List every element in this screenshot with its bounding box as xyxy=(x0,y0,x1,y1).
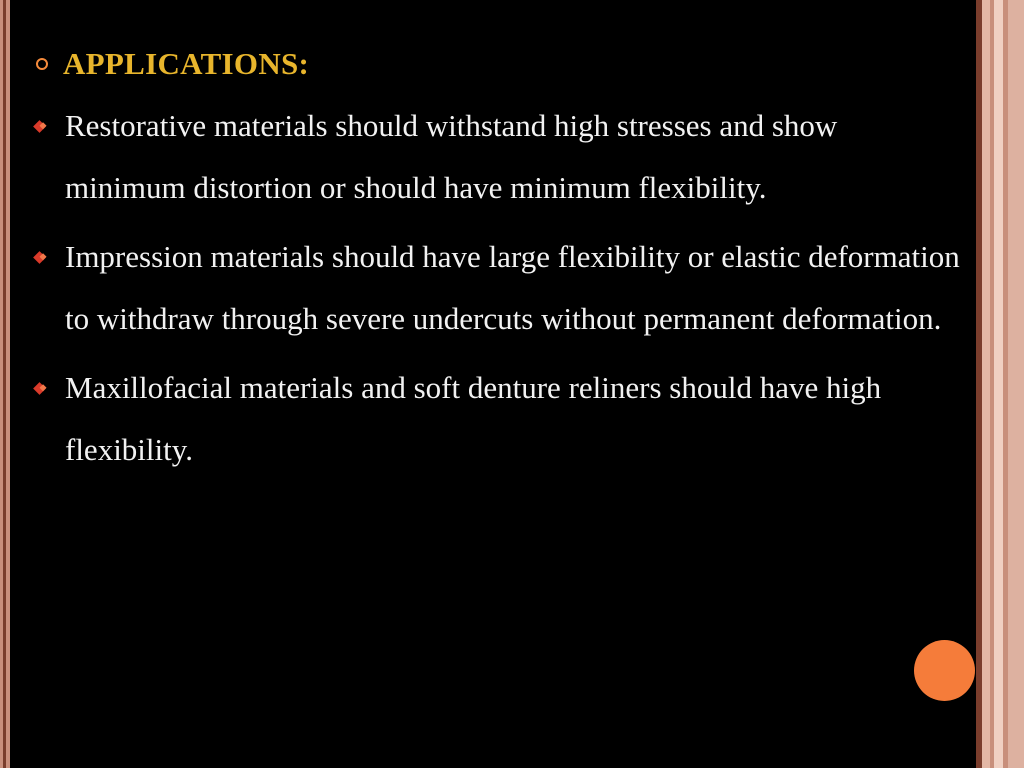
bullet-item xyxy=(30,95,960,218)
bullet-list xyxy=(30,95,960,480)
border-stripe xyxy=(994,0,1003,768)
orange-circle-icon xyxy=(914,640,975,701)
border-stripe xyxy=(1008,0,1024,768)
bullet-text: Impression materials should have large flexibility or elastic deformation to withdraw through severe undercuts without permanent deformation. xyxy=(65,239,960,336)
bullet-item xyxy=(30,226,960,349)
heading-row xyxy=(30,38,960,90)
slide-heading: APPLICATIONS: xyxy=(63,46,310,81)
bullet-item xyxy=(30,357,960,480)
bullet-text: Maxillofacial materials and soft denture reliners should have high flexibility. xyxy=(65,370,882,467)
bullet-text: Restorative materials should withstand high stresses and show minimum distortion or should have minimum flexibility. xyxy=(65,108,838,205)
diamond-icon xyxy=(33,251,46,264)
slide-content xyxy=(30,38,960,480)
hollow-circle-icon xyxy=(36,58,48,70)
right-striped-border xyxy=(976,0,1024,768)
diamond-icon xyxy=(33,120,46,133)
left-border xyxy=(0,0,10,768)
left-border-line xyxy=(3,0,6,768)
diamond-icon xyxy=(33,382,46,395)
border-stripe xyxy=(982,0,990,768)
